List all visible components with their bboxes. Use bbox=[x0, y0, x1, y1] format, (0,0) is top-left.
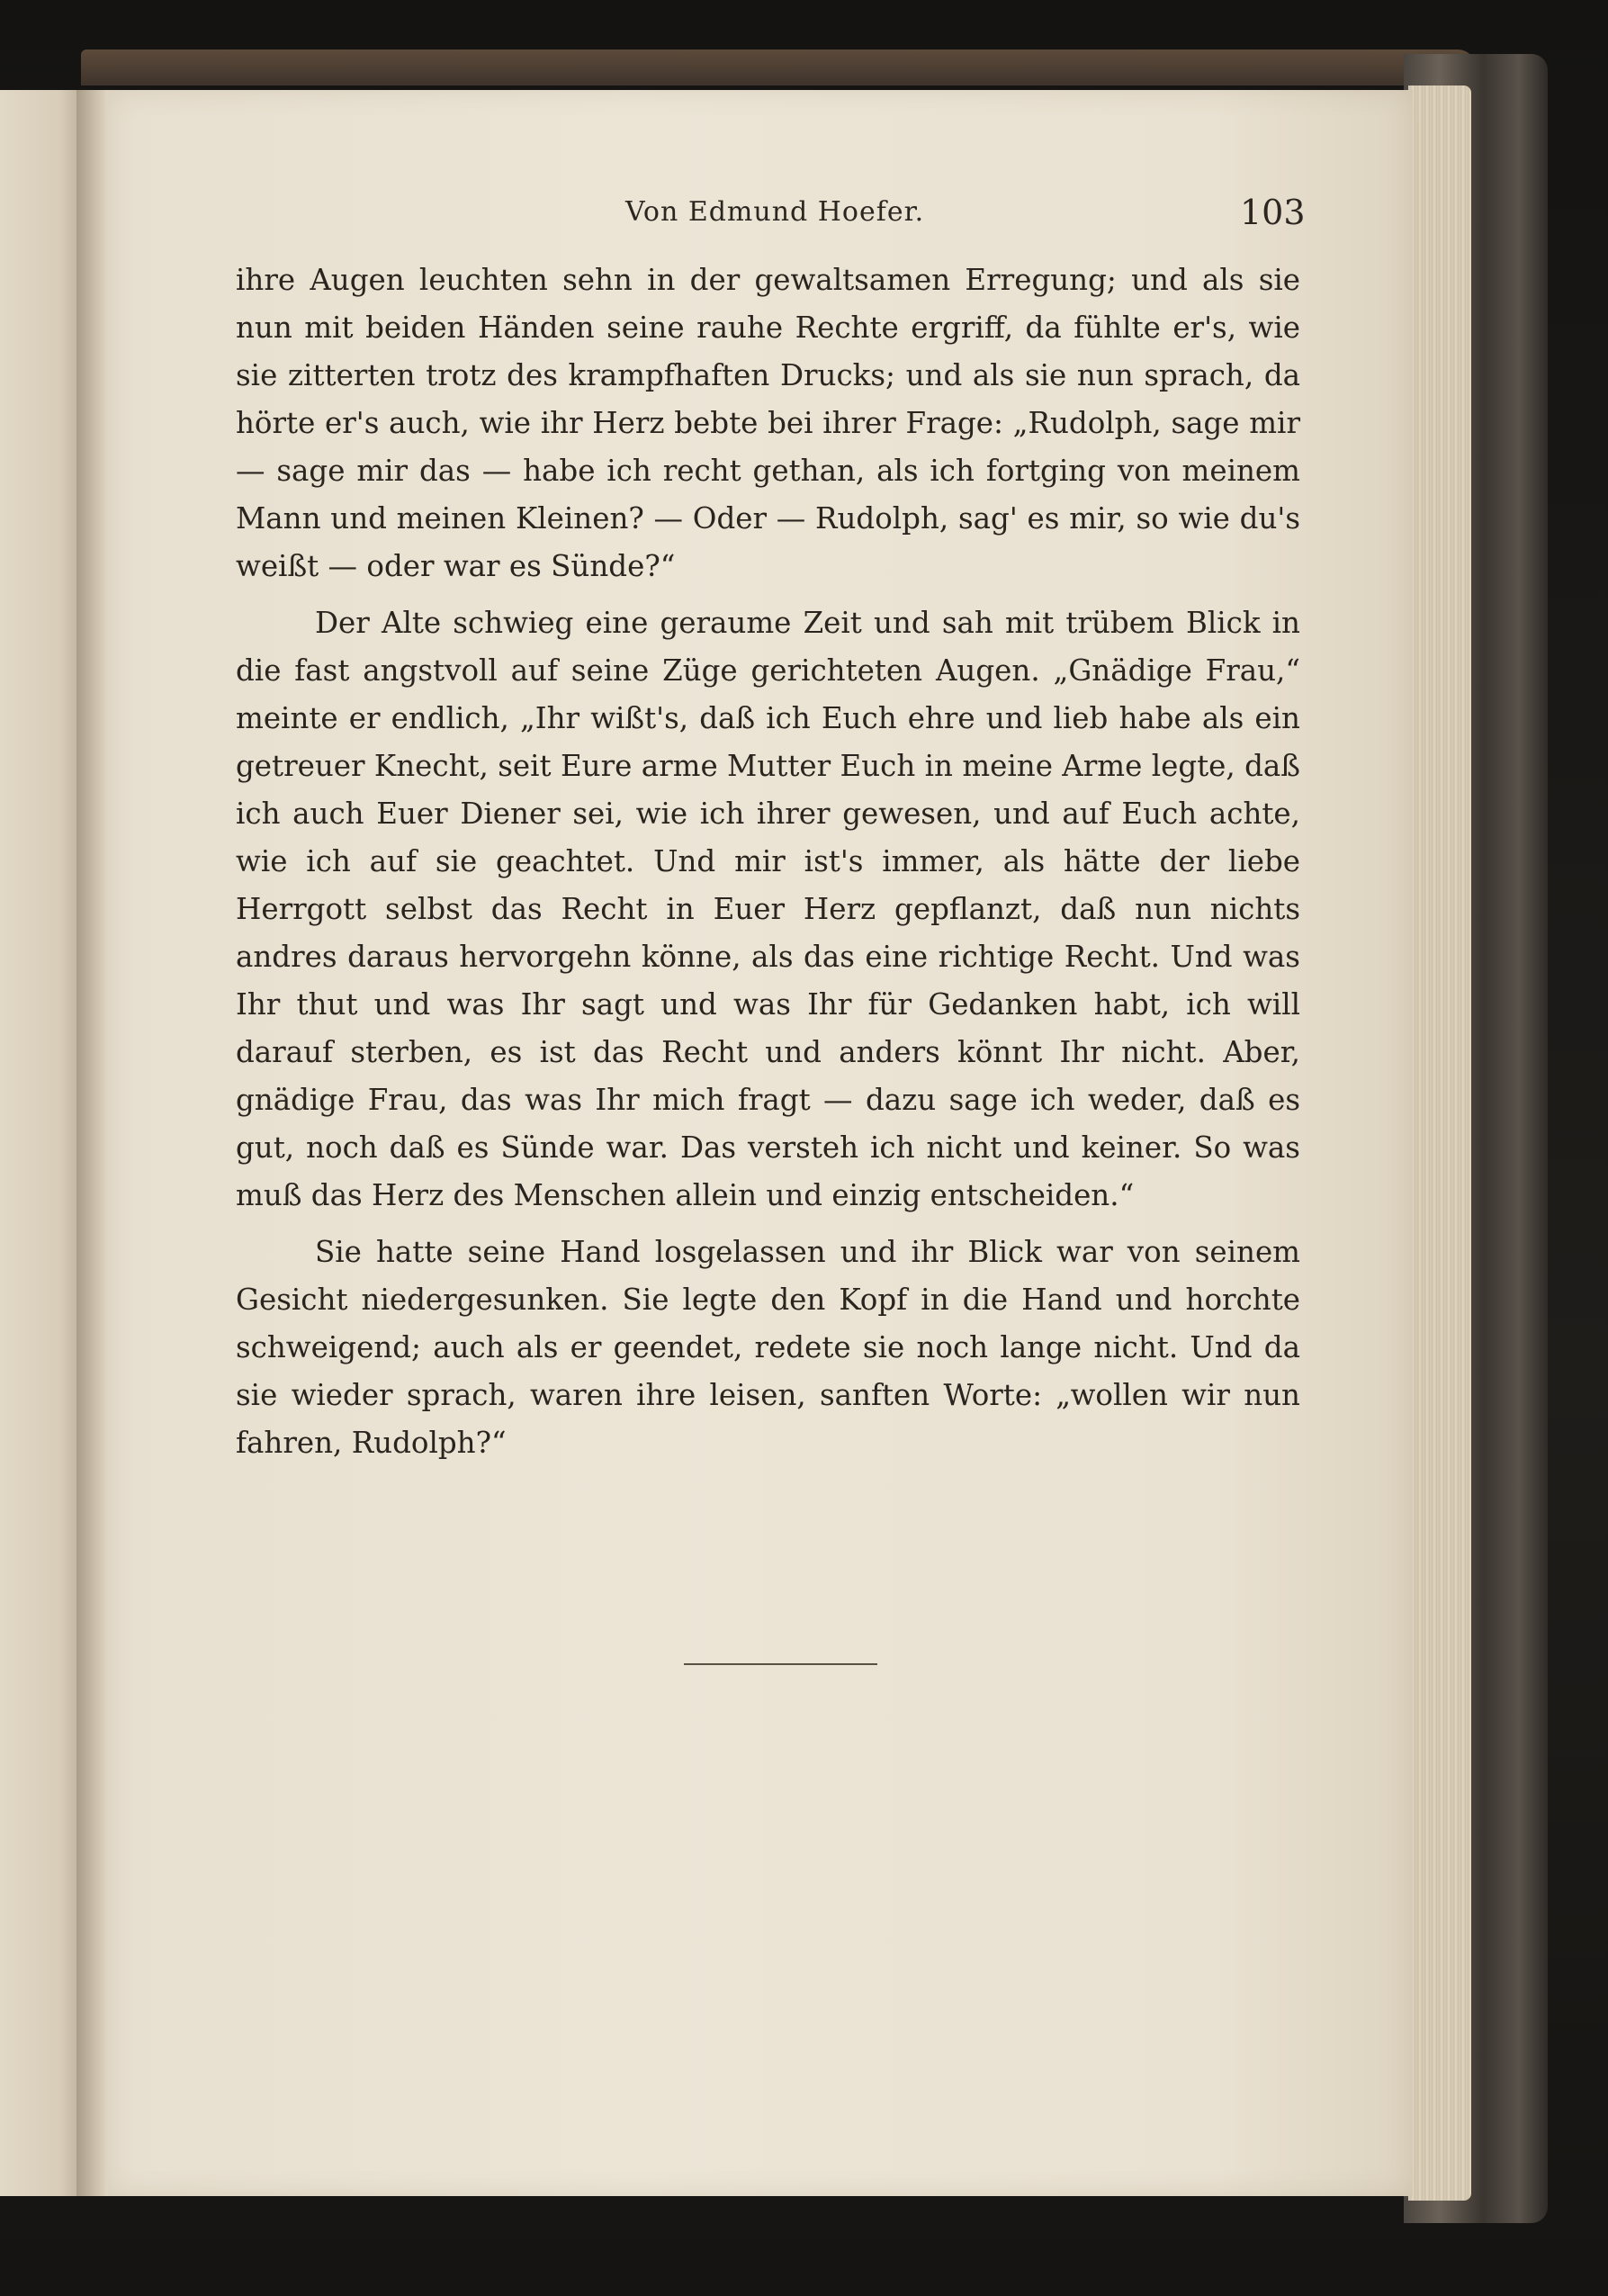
section-end-rule bbox=[684, 1663, 877, 1665]
paragraph-2: Der Alte schwieg eine geraume Zeit und sah mit trübem Blick in die fast angstvoll auf seine Züge gerichteten Augen. „Gnädige Frau,“ meinte er endlich, „Ihr wißt's, daß ich Euch ehre und lieb habe als ein getreuer Knecht, seit Eure arme Mutter Euch in meine Arme legte, daß ich auch Euer Diener sei, wie ich ihrer gewesen, und auf Euch achte, wie ich auf sie geachtet. Und mir ist's immer, als hätte der liebe Herrgott selbst das Recht in Euer Herz gepflanzt, daß nun nichts andres daraus hervorgehn könne, als das eine richtige Recht. Und was Ihr thut und was Ihr sagt und was Ihr für Gedanken habt, ich will darauf sterben, es ist das Recht und anders könnt Ihr nicht. Aber, gnädige Frau, das was Ihr mich fragt — dazu sage ich weder, daß es gut, noch daß es Sünde war. Das versteh ich nicht und keiner. So was muß das Herz des Menschen allein und einzig entscheiden.“ bbox=[236, 606, 1300, 1212]
page-number: 103 bbox=[1240, 193, 1306, 232]
body-text bbox=[236, 257, 1300, 1476]
paragraph-3: Sie hatte seine Hand losgelassen und ihr Blick war von seinem Gesicht niedergesunken. Sie legte den Kopf in die Hand und horchte schweigend; auch als er geendet, redete sie noch lange nicht. Und da sie wieder sprach, waren ihre leisen, sanften Worte: „wollen wir nun fahren, Rudolph?“ bbox=[236, 1235, 1300, 1460]
paragraph-1: ihre Augen leuchten sehn in der gewaltsamen Erregung; und als sie nun mit beiden Händen seine rauhe Rechte ergriff, da fühlte er's, wie sie zitterten trotz des krampfhaften Drucks; und als sie nun sprach, da hörte er's auch, wie ihr Herz bebte bei ihrer Frage: „Rudolph, sage mir — sage mir das — habe ich recht gethan, als ich fortging von meinem Mann und meinen Kleinen? — Oder — Rudolph, sag' es mir, so wie du's weißt — oder war es Sünde?“ bbox=[236, 263, 1300, 583]
book-gutter bbox=[76, 90, 112, 2196]
facing-page bbox=[0, 90, 85, 2196]
book-page bbox=[108, 90, 1413, 2196]
running-head: Von Edmund Hoefer. bbox=[625, 196, 925, 228]
page-header bbox=[108, 189, 1413, 243]
page-block-edges bbox=[1408, 86, 1471, 2201]
book-cover-top-edge bbox=[81, 50, 1476, 86]
